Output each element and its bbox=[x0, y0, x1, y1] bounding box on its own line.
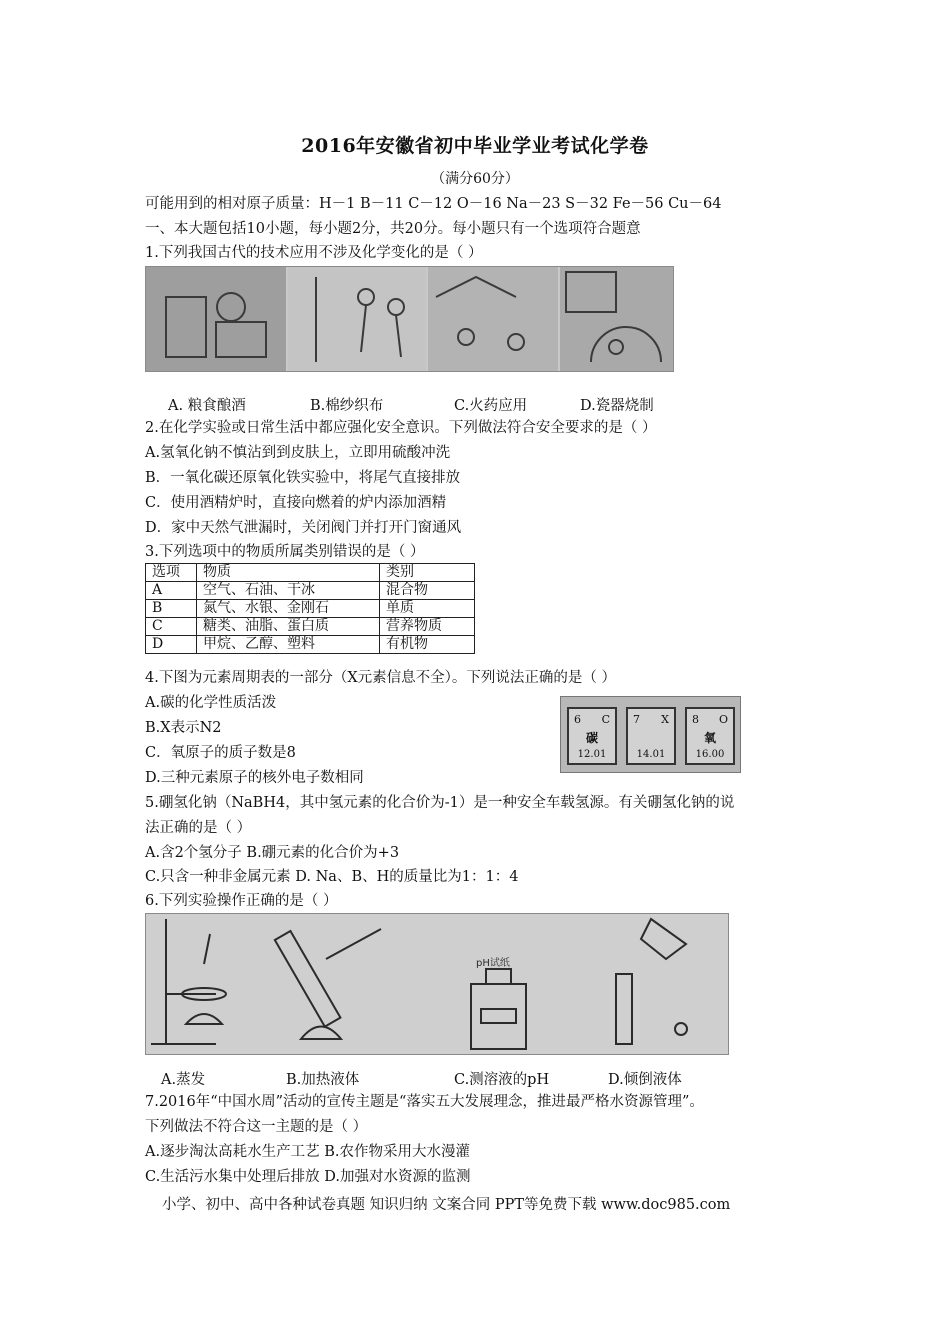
element-carbon bbox=[567, 707, 617, 765]
cell: 空气、石油、干冰 bbox=[197, 582, 380, 600]
element-symbol: C bbox=[601, 713, 610, 726]
q1-option-c: C.火药应用 bbox=[454, 398, 528, 414]
atomic-number: 8 bbox=[692, 713, 699, 726]
atomic-mass: 16.00 bbox=[695, 749, 725, 760]
atomic-masses: 可能用到的相对原子质量：H－1 B－11 C－12 O－16 Na－23 S－32 Fe－56 Cu－64 bbox=[145, 196, 722, 212]
header-category: 类别 bbox=[380, 564, 475, 582]
q7-options-row1: A.逐步淘汰高耗水生产工艺 B.农作物采用大水漫灌 bbox=[145, 1144, 470, 1160]
atomic-mass: 12.01 bbox=[577, 749, 607, 760]
q1-ancient-technology-image bbox=[145, 266, 674, 372]
q7-stem-line1: 7.2016年“中国水周”活动的宣传主题是“落实五大发展理念，推进最严格水资源管理”。 bbox=[145, 1094, 704, 1110]
atomic-number: 7 bbox=[633, 713, 640, 726]
q4-option-a: A.碳的化学性质活泼 bbox=[145, 695, 277, 711]
q1-stem: 1.下列我国古代的技术应用不涉及化学变化的是（ ） bbox=[145, 245, 483, 261]
ancient-scenes-illustration bbox=[146, 267, 673, 371]
q5-options-row1: A.含2个氢分子 B.硼元素的化合价为+3 bbox=[145, 845, 400, 861]
atomic-mass: 14.01 bbox=[636, 749, 666, 760]
q4-option-d: D.三种元素原子的核外电子数相同 bbox=[145, 770, 364, 786]
q1-option-b: B.棉纱织布 bbox=[310, 398, 384, 414]
q6-stem: 6.下列实验操作正确的是（ ） bbox=[145, 893, 338, 909]
q6-option-d: D.倾倒液体 bbox=[608, 1072, 682, 1088]
element-symbol: O bbox=[718, 713, 728, 726]
atomic-number: 6 bbox=[574, 713, 581, 726]
q5-stem-line2: 法正确的是（ ） bbox=[145, 820, 252, 836]
table-row bbox=[146, 600, 475, 618]
element-x bbox=[626, 707, 676, 765]
q2-option-a: A.氢氧化钠不慎沾到到皮肤上，立即用硫酸冲洗 bbox=[145, 445, 451, 461]
q6-lab-operations-image bbox=[145, 913, 729, 1055]
q1-option-a: A. 粮食酿酒 bbox=[168, 398, 246, 414]
exam-title: 2016年安徽省初中毕业学业考试化学卷 bbox=[301, 135, 649, 157]
q6-option-c: C.测溶液的pH bbox=[454, 1072, 550, 1088]
page-footer: 小学、初中、高中各种试卷真题 知识归纳 文案合同 PPT等免费下载 www.doc985.com bbox=[162, 1197, 731, 1213]
q3-classification-table bbox=[145, 563, 475, 654]
periodic-table-excerpt bbox=[560, 696, 741, 773]
table-row bbox=[146, 636, 475, 654]
q5-options-row2: C.只含一种非金属元素 D. Na、B、H的质量比为1：1：4 bbox=[145, 869, 519, 885]
cell: D bbox=[146, 636, 197, 654]
table-header-row bbox=[146, 564, 475, 582]
q6-option-b: B.加热液体 bbox=[286, 1072, 360, 1088]
q1-option-d: D.瓷器烧制 bbox=[580, 398, 654, 414]
element-name: 碳 bbox=[585, 731, 598, 745]
q6-option-a: A.蒸发 bbox=[161, 1072, 206, 1088]
lab-apparatus-illustration bbox=[146, 914, 728, 1054]
full-score: （满分60分） bbox=[431, 171, 519, 187]
q4-option-c: C．氧原子的质子数是8 bbox=[145, 745, 296, 761]
element-oxygen bbox=[685, 707, 735, 765]
q2-stem: 2.在化学实验或日常生活中都应强化安全意识。下列做法符合安全要求的是（ ） bbox=[145, 420, 657, 436]
header-substance: 物质 bbox=[197, 564, 380, 582]
cell: 氮气、水银、金刚石 bbox=[197, 600, 380, 618]
element-name: 氧 bbox=[703, 731, 716, 745]
cell: 混合物 bbox=[380, 582, 475, 600]
cell: 甲烷、乙醇、塑料 bbox=[197, 636, 380, 654]
q4-stem: 4.下图为元素周期表的一部分（X元素信息不全）。下列说法正确的是（ ） bbox=[145, 670, 617, 686]
cell: C bbox=[146, 618, 197, 636]
element-symbol: X bbox=[661, 713, 669, 726]
ph-paper-label: pH试纸 bbox=[476, 958, 510, 969]
cell: 营养物质 bbox=[380, 618, 475, 636]
cell: 单质 bbox=[380, 600, 475, 618]
q2-option-b: B．一氧化碳还原氧化铁实验中，将尾气直接排放 bbox=[145, 470, 461, 486]
q4-option-b: B.X表示N2 bbox=[145, 720, 222, 736]
q7-options-row2: C.生活污水集中处理后排放 D.加强对水资源的监测 bbox=[145, 1169, 471, 1185]
cell: 糖类、油脂、蛋白质 bbox=[197, 618, 380, 636]
table-row bbox=[146, 582, 475, 600]
q2-option-d: D．家中天然气泄漏时，关闭阀门并打开门窗通风 bbox=[145, 520, 462, 536]
table-row bbox=[146, 618, 475, 636]
q7-stem-line2: 下列做法不符合这一主题的是（ ） bbox=[145, 1119, 368, 1135]
section-one-heading: 一、本大题包括10小题，每小题2分，共20分。每小题只有一个选项符合题意 bbox=[145, 221, 641, 237]
cell: 有机物 bbox=[380, 636, 475, 654]
q3-stem: 3.下列选项中的物质所属类别错误的是（ ） bbox=[145, 544, 425, 560]
q2-option-c: C．使用酒精炉时，直接向燃着的炉内添加酒精 bbox=[145, 495, 447, 511]
header-option: 选项 bbox=[146, 564, 197, 582]
cell: B bbox=[146, 600, 197, 618]
cell: A bbox=[146, 582, 197, 600]
q5-stem-line1: 5.硼氢化钠（NaBH4，其中氢元素的化合价为-1）是一种安全车载氢源。有关硼氢化钠的说 bbox=[145, 795, 735, 811]
